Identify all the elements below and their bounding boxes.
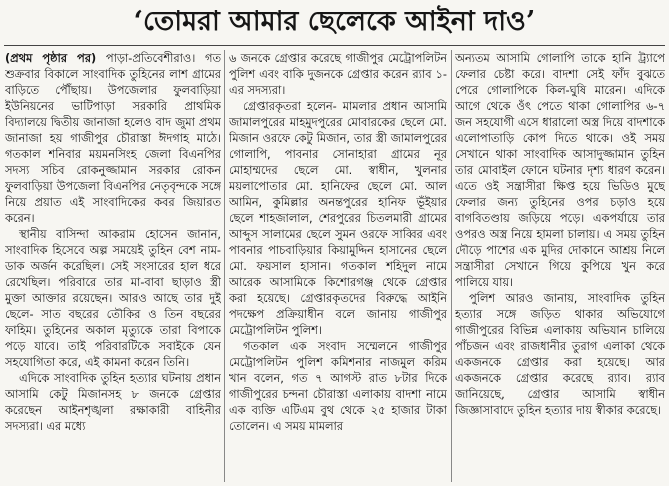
continuation-marker: (প্রথম পৃষ্ঠার পর) xyxy=(5,51,97,65)
paragraph-text: গতকাল এক সংবাদ সম্মেলনে গাজীপুর মেট্রোপলিটন পুলিশ কমিশনার নাজমুল করিম খান বলেন, গত ৭ আগস্ট রাত ৮টার দিকে গাজীপুরের চন্দনা চৌরাস্তা এলাকায় বাদশা নামে এক ব্যক্তি এটিএম বুথ থেকে ২৫ হাজার টাকা তোলেন। এ সময় মামলার xyxy=(229,339,447,433)
paragraph-text: স্থানীয় বাসিন্দা আকরাম হোসেন জানান, সাংবাদিক হিসেবে অল্প সময়েই তুহিন বেশ নাম-ডাক অর্জন করেছিল। সেই সংসারের হাল ধরে রেখেছিল। পরিবারে তার মা-বাবা ছাড়াও স্ত্রী মুক্তা আক্তার রয়েছেন। আরও আছে তার দুই ছেলে- সাত বছরের তৌকির ও তিন বছরের ফাহিম। তুহিনের অকাল মৃত্যুকে তারা বিপাকে পড়ে যাবে। তাই পরিবারটিকে সবাইকে যেন সহযোগিতা করে, এই কামনা করেন তিনি। xyxy=(5,227,221,369)
article-column-2 xyxy=(229,50,447,482)
article-column-1 xyxy=(5,50,221,482)
column-divider xyxy=(451,50,452,482)
paragraph xyxy=(455,50,665,290)
paragraph xyxy=(455,290,665,418)
paragraph xyxy=(229,98,447,338)
paragraph-text: ৬ জনকে গ্রেপ্তার করেছে গাজীপুর মেট্রোপলিটন পুলিশ এবং বাকি দুজনকে গ্রেপ্তার করেন র‍্যাব ১-এর সদস্যরা। xyxy=(229,51,447,97)
article-column-3 xyxy=(455,50,665,482)
paragraph-text: এদিকে সাংবাদিক তুহিন হত্যার ঘটনায় প্রধান আসামি কেটু মিজানসহ ৮ জনকে গ্রেপ্তার করেছেন আইনশৃঙ্খলা রক্ষাকারী বাহিনীর সদস্যরা। এর মধ্যে xyxy=(5,371,221,433)
paragraph xyxy=(5,50,221,226)
paragraph xyxy=(5,226,221,370)
column-divider xyxy=(224,50,225,482)
paragraph xyxy=(229,338,447,434)
paragraph xyxy=(5,370,221,434)
paragraph-text: পুলিশ আরও জানায়, সাংবাদিক তুহিন হত্যার সঙ্গে জড়িত থাকার অভিযোগে গাজীপুরের বিভিন্ন এলাকায় অভিযান চালিয়ে পাঁচজন এবং রাজধানীর তুরাগ এলাকা থেকে একজনকে গ্রেপ্তার করা হয়েছে। আর একজনকে গ্রেপ্তার করেছে র‍্যাব। র‍্যাব জানিয়েছে, গ্রেপ্তার আসামি স্বাধীন জিজ্ঞাসাবাদে তুহিন হত্যার দায় স্বীকার করেছে। xyxy=(455,291,665,417)
headline: ‘তোমরা আমার ছেলেকে আইনা দাও’ xyxy=(133,6,536,37)
paragraph-text: অন্যতম আসামি গোলাপি তাকে হানি ট্র্যাপে ফেলার চেষ্টা করে। বাদশা সেই ফাঁদ বুঝতে পেরে গোলাপিকে কিল-ঘুষি মারেন। এদিকে আগে থেকে ওঁৎ পেতে থাকা গোলাপির ৬-৭ জন সহযোগী এসে ধারালো অস্ত্র দিয়ে বাদশাকে এলোপাতাড়ি কোপ দিতে থাকে। ওই সময় সেখানে থাকা সাংবাদিক আসাদুজ্জামান তুহিন তার মোবাইল ফোনে ঘটনার দৃশ্য ধারণ করেন। এতে ওই সন্ত্রাসীরা ক্ষিপ্ত হয়ে ভিডিও মুছে ফেলার জন্য তুহিনের ওপর চড়াও হয়ে বাগবিতণ্ডায় জড়িয়ে পড়ে। একপর্যায়ে তার ওপরও অস্ত্র নিয়ে হামলা চালায়। এ সময় তুহিন দৌড়ে পাশের এক মুদির দোকানে আশ্রয় নিলে সন্ত্রাসীরা সেখানে গিয়ে কুপিয়ে খুন করে পালিয়ে যায়। xyxy=(455,51,665,289)
paragraph-text: পাড়া-প্রতিবেশীরাও। গত শুক্রবার বিকালে সাংবাদিক তুহিনের লাশ গ্রামের বাড়িতে পৌঁছায়। উপজেলার ফুলবাড়িয়া ইউনিয়নের ভাটিপাড়া সরকারি প্রাথমিক বিদ্যালয়ে দ্বিতীয় জানাজা হলেও বাদ জুমা প্রথম জানাজা হয় গাজীপুর চৌরাস্তা ঈদগাহ মাঠে। গতকাল শনিবার ময়মনসিংহ জেলা বিএনপির সদস্য সচিব রোকনুজ্জামান সরকার রোকন ফুলবাড়িয়া উপজেলা বিএনপির নেতৃবৃন্দকে সঙ্গে নিয়ে প্রয়াত এই সাংবাদিকের কবর জিয়ারত করেন। xyxy=(5,51,221,225)
paragraph xyxy=(229,50,447,98)
paragraph-text: গ্রেপ্তারকৃতরা হলেন- মামলার প্রধান আসামি জামালপুরের মাহমুদপুরের মোবারকের ছেলে মো. মিজান ওরফে কেটু মিজান, তার স্ত্রী জামালপুরের গোলাপি, পাবনার সোনাহারা গ্রামের নূর মোহাম্মদের ছেলে মো. স্বাধীন, খুলনার ময়লাপোতার মো. হানিফের ছেলে মো. আল আমিন, কুমিল্লার অনন্তপুরের হানিফ ভূঁইয়ার ছেলে শাহজালাল, শেরপুরের চিতলমারী গ্রামের আব্দুস সালামের ছেলে সুমন ওরফে সাব্বির এবং পাবনার পাচবাড়িয়ার কিয়ামুদ্দিন হাসানের ছেলে মো. ফয়সাল হাসান। গতকাল শহিদুল নামে আরেক আসামিকে কিশোরগঞ্জ থেকে গ্রেপ্তার করা হয়েছে। গ্রেপ্তারকৃতদের বিরুদ্ধে আইনি পদক্ষেপ প্রক্রিয়াধীন বলে জানায় গাজীপুর মেট্রোপলিটন পুলিশ। xyxy=(229,99,447,337)
headline-rule xyxy=(4,45,665,46)
